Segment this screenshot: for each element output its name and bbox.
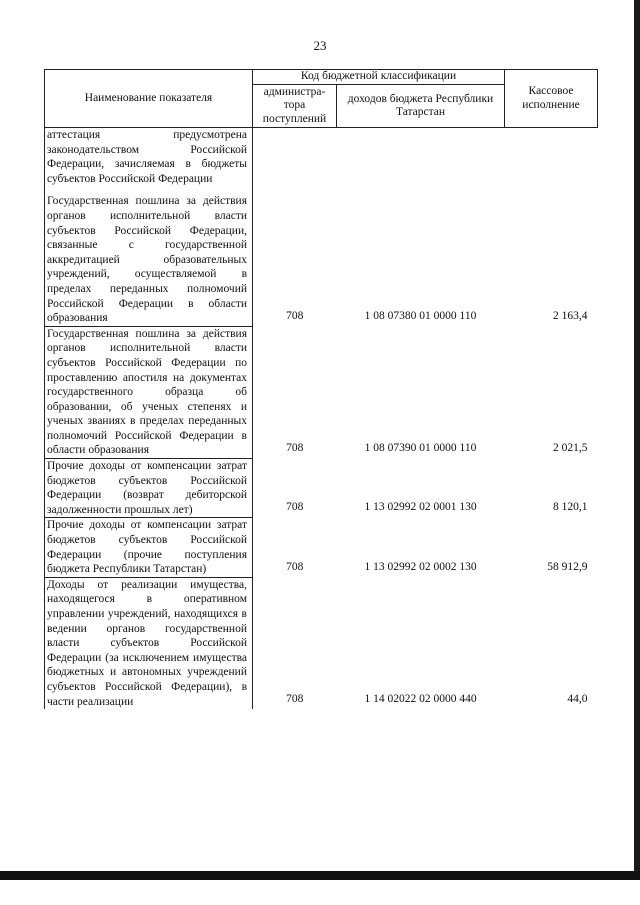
row-admin-code: 708 — [286, 309, 304, 322]
row-admin-code — [253, 128, 337, 187]
row-name: Прочие доходы от компенсации затрат бюджетов субъектов Российской Федерации (прочие поступления бюджета Республики Татарстан) — [45, 518, 253, 577]
header-administrator: администра-тора поступлений — [253, 85, 337, 128]
table-row — [45, 577, 598, 709]
header-cash-execution: Кассовое исполнение — [505, 70, 598, 128]
table-row — [45, 326, 598, 458]
table-header — [45, 70, 598, 128]
row-revenue-code: 1 08 07380 01 0000 110 — [364, 309, 477, 322]
row-amount: 8 120,1 — [553, 501, 588, 514]
row-name: Государственная пошлина за действия органов исполнительной власти субъектов Российской Федерации по проставлению апостиля на документах государственного образца об образовании, об ученых степенях и ученых званиях в пределах переданных полномочий Российской Федерации в области образования — [45, 326, 253, 458]
table-row — [45, 518, 598, 577]
page-number: 23 — [313, 38, 327, 53]
table-row — [45, 128, 598, 187]
header-revenue: доходов бюджета Республики Татарстан — [337, 85, 505, 128]
row-admin-code: 708 — [286, 692, 304, 705]
row-admin-code: 708 — [286, 501, 304, 514]
scan-edge-shadow — [634, 0, 640, 871]
scan-bottom-edge — [0, 871, 640, 880]
table-row — [45, 186, 598, 326]
row-revenue-code: 1 14 02022 02 0000 440 — [364, 692, 477, 705]
row-revenue-code: 1 08 07390 01 0000 110 — [364, 441, 477, 454]
row-amount: 58 912,9 — [547, 560, 588, 573]
budget-revenue-table — [44, 69, 598, 709]
row-admin-code: 708 — [286, 441, 304, 454]
table-row — [45, 459, 598, 518]
row-name: Доходы от реализации имущества, находящегося в оперативном управлении учреждений, находящихся в ведении органов государственной власти субъектов Российской Федерации (за исключением имущества бюджетных и автономных учреждений субъектов Российской Федерации), в части реализации — [45, 577, 253, 709]
row-admin-code: 708 — [286, 560, 304, 573]
row-amount: 2 021,5 — [553, 441, 588, 454]
row-amount — [505, 128, 598, 187]
row-name: Государственная пошлина за действия органов исполнительной власти субъектов Российской Федерации, связанные с государственной аккредитацией образовательных учреждений, осуществляемой в пределах переданных полномочий Российской Федерации в области образования — [45, 186, 253, 326]
header-budget-code-group: Код бюджетной классификации — [253, 70, 505, 85]
row-revenue-code — [337, 128, 505, 187]
row-name: Прочие доходы от компенсации затрат бюджетов субъектов Российской Федерации (возврат дебиторской задолженности прошлых лет) — [45, 459, 253, 518]
table-body — [45, 128, 598, 710]
row-revenue-code: 1 13 02992 02 0002 130 — [364, 560, 477, 573]
row-name: аттестация предусмотрена законодательством Российской Федерации, зачисляемая в бюджеты субъектов Российской Федерации — [45, 128, 253, 187]
row-revenue-code: 1 13 02992 02 0001 130 — [364, 501, 477, 514]
row-amount: 44,0 — [567, 692, 588, 705]
row-amount: 2 163,4 — [553, 309, 588, 322]
header-indicator-name: Наименование показателя — [45, 70, 253, 128]
